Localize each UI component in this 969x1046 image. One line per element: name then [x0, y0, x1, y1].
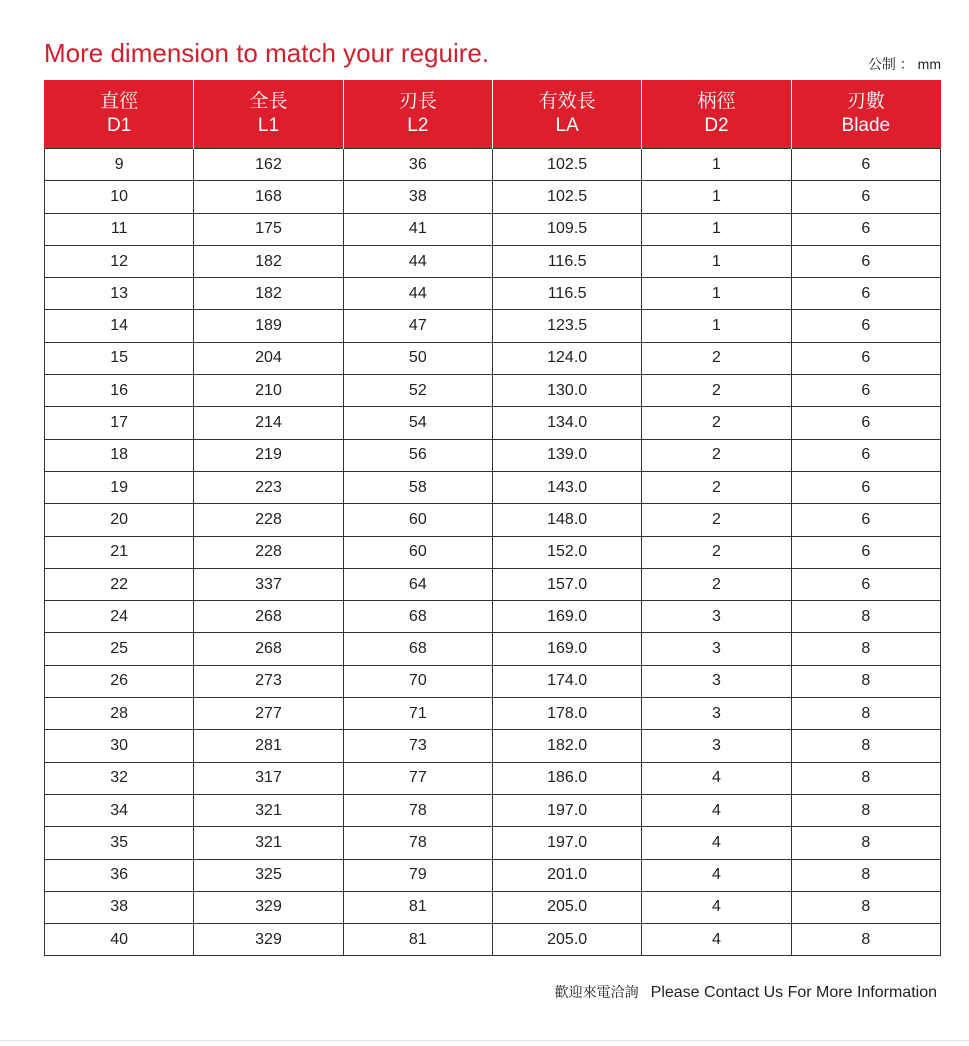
- table-cell: 6: [791, 278, 940, 310]
- table-cell: 8: [791, 794, 940, 826]
- table-cell: 3: [642, 730, 791, 762]
- table-cell: 228: [194, 504, 343, 536]
- table-cell: 273: [194, 665, 343, 697]
- table-row: [45, 698, 941, 730]
- table-cell: 1: [642, 310, 791, 342]
- table-row: [45, 730, 941, 762]
- table-cell: 174.0: [492, 665, 641, 697]
- table-cell: 19: [45, 471, 194, 503]
- table-row: [45, 924, 941, 956]
- table-cell: 3: [642, 601, 791, 633]
- table-cell: 6: [791, 342, 940, 374]
- table-cell: 8: [791, 698, 940, 730]
- table-cell: 6: [791, 310, 940, 342]
- table-cell: 8: [791, 827, 940, 859]
- table-cell: 11: [45, 213, 194, 245]
- table-cell: 60: [343, 536, 492, 568]
- table-cell: 8: [791, 762, 940, 794]
- table-cell: 4: [642, 827, 791, 859]
- table-cell: 182: [194, 245, 343, 277]
- table-cell: 35: [45, 827, 194, 859]
- table-cell: 15: [45, 342, 194, 374]
- table-cell: 81: [343, 891, 492, 923]
- table-cell: 32: [45, 762, 194, 794]
- table-row: [45, 794, 941, 826]
- table-cell: 321: [194, 794, 343, 826]
- table-cell: 3: [642, 698, 791, 730]
- table-cell: 130.0: [492, 375, 641, 407]
- table-cell: 214: [194, 407, 343, 439]
- table-cell: 17: [45, 407, 194, 439]
- table-cell: 30: [45, 730, 194, 762]
- table-cell: 325: [194, 859, 343, 891]
- table-cell: 3: [642, 633, 791, 665]
- table-cell: 204: [194, 342, 343, 374]
- table-cell: 8: [791, 891, 940, 923]
- bottom-divider: [0, 1040, 969, 1041]
- table-cell: 28: [45, 698, 194, 730]
- table-row: [45, 278, 941, 310]
- table-cell: 6: [791, 149, 940, 181]
- table-cell: 44: [343, 245, 492, 277]
- table-cell: 4: [642, 859, 791, 891]
- table-row: [45, 181, 941, 213]
- table-cell: 73: [343, 730, 492, 762]
- table-cell: 337: [194, 568, 343, 600]
- table-cell: 169.0: [492, 601, 641, 633]
- table-cell: 197.0: [492, 827, 641, 859]
- table-cell: 6: [791, 504, 940, 536]
- table-row: [45, 471, 941, 503]
- table-cell: 6: [791, 375, 940, 407]
- table-cell: 4: [642, 794, 791, 826]
- table-cell: 64: [343, 568, 492, 600]
- table-cell: 1: [642, 149, 791, 181]
- page-title: More dimension to match your reguire.: [44, 38, 490, 68]
- table-row: [45, 407, 941, 439]
- table-cell: 8: [791, 633, 940, 665]
- table-cell: 26: [45, 665, 194, 697]
- table-cell: 116.5: [492, 245, 641, 277]
- table-row: [45, 504, 941, 536]
- table-row: [45, 213, 941, 245]
- table-cell: 8: [791, 924, 940, 956]
- table-cell: 8: [791, 665, 940, 697]
- table-row: [45, 439, 941, 471]
- header-l2: 刃長 L2: [343, 80, 492, 149]
- table-cell: 77: [343, 762, 492, 794]
- table-cell: 2: [642, 342, 791, 374]
- table-cell: 139.0: [492, 439, 641, 471]
- table-cell: 228: [194, 536, 343, 568]
- table-cell: 6: [791, 213, 940, 245]
- contact-en: Please Contact Us For More Information: [650, 984, 937, 1001]
- table-cell: 8: [791, 601, 940, 633]
- table-cell: 4: [642, 762, 791, 794]
- table-cell: 317: [194, 762, 343, 794]
- table-cell: 210: [194, 375, 343, 407]
- table-cell: 182.0: [492, 730, 641, 762]
- table-cell: 143.0: [492, 471, 641, 503]
- table-cell: 186.0: [492, 762, 641, 794]
- table-cell: 178.0: [492, 698, 641, 730]
- table-cell: 2: [642, 536, 791, 568]
- table-cell: 169.0: [492, 633, 641, 665]
- table-cell: 277: [194, 698, 343, 730]
- table-cell: 36: [343, 149, 492, 181]
- table-cell: 2: [642, 471, 791, 503]
- table-cell: 78: [343, 827, 492, 859]
- spec-table-header: [45, 80, 941, 149]
- table-cell: 152.0: [492, 536, 641, 568]
- table-cell: 197.0: [492, 794, 641, 826]
- table-row: [45, 375, 941, 407]
- table-cell: 70: [343, 665, 492, 697]
- table-cell: 281: [194, 730, 343, 762]
- contact-zh: 歡迎來電洽詢: [554, 984, 639, 1000]
- table-cell: 6: [791, 181, 940, 213]
- table-cell: 182: [194, 278, 343, 310]
- table-cell: 10: [45, 181, 194, 213]
- table-cell: 123.5: [492, 310, 641, 342]
- table-cell: 47: [343, 310, 492, 342]
- table-cell: 60: [343, 504, 492, 536]
- spec-table: [44, 80, 941, 956]
- header-la: 有效長 LA: [492, 80, 641, 149]
- table-cell: 102.5: [492, 149, 641, 181]
- table-cell: 268: [194, 601, 343, 633]
- table-cell: 68: [343, 633, 492, 665]
- table-row: [45, 762, 941, 794]
- table-cell: 20: [45, 504, 194, 536]
- table-cell: 148.0: [492, 504, 641, 536]
- table-cell: 2: [642, 375, 791, 407]
- table-cell: 1: [642, 278, 791, 310]
- table-row: [45, 601, 941, 633]
- table-cell: 116.5: [492, 278, 641, 310]
- table-cell: 8: [791, 730, 940, 762]
- table-cell: 22: [45, 568, 194, 600]
- table-cell: 219: [194, 439, 343, 471]
- table-row: [45, 859, 941, 891]
- table-row: [45, 827, 941, 859]
- table-cell: 38: [343, 181, 492, 213]
- table-cell: 223: [194, 471, 343, 503]
- table-cell: 175: [194, 213, 343, 245]
- table-cell: 68: [343, 601, 492, 633]
- table-cell: 6: [791, 471, 940, 503]
- header-d1: 直徑 D1: [45, 80, 194, 149]
- table-cell: 9: [45, 149, 194, 181]
- table-cell: 1: [642, 213, 791, 245]
- table-cell: 1: [642, 245, 791, 277]
- table-cell: 41: [343, 213, 492, 245]
- table-cell: 50: [343, 342, 492, 374]
- table-cell: 8: [791, 859, 940, 891]
- header-blade: 刃數 Blade: [791, 80, 940, 149]
- table-cell: 205.0: [492, 891, 641, 923]
- table-cell: 81: [343, 924, 492, 956]
- table-cell: 1: [642, 181, 791, 213]
- table-cell: 24: [45, 601, 194, 633]
- table-cell: 52: [343, 375, 492, 407]
- table-cell: 78: [343, 794, 492, 826]
- table-cell: 2: [642, 439, 791, 471]
- table-cell: 268: [194, 633, 343, 665]
- table-cell: 56: [343, 439, 492, 471]
- table-row: [45, 665, 941, 697]
- table-cell: 321: [194, 827, 343, 859]
- table-cell: 109.5: [492, 213, 641, 245]
- table-cell: 201.0: [492, 859, 641, 891]
- table-row: [45, 342, 941, 374]
- table-cell: 3: [642, 665, 791, 697]
- table-cell: 205.0: [492, 924, 641, 956]
- table-cell: 162: [194, 149, 343, 181]
- table-cell: 14: [45, 310, 194, 342]
- table-row: [45, 245, 941, 277]
- table-cell: 4: [642, 924, 791, 956]
- table-row: [45, 633, 941, 665]
- table-cell: 329: [194, 924, 343, 956]
- header-l1: 全長 L1: [194, 80, 343, 149]
- table-row: [45, 891, 941, 923]
- table-cell: 134.0: [492, 407, 641, 439]
- table-row: [45, 149, 941, 181]
- table-cell: 38: [45, 891, 194, 923]
- table-cell: 6: [791, 439, 940, 471]
- table-cell: 6: [791, 536, 940, 568]
- contact-footer: [555, 982, 937, 1002]
- table-row: [45, 536, 941, 568]
- table-cell: 18: [45, 439, 194, 471]
- table-cell: 102.5: [492, 181, 641, 213]
- table-cell: 40: [45, 924, 194, 956]
- table-row: [45, 568, 941, 600]
- table-cell: 157.0: [492, 568, 641, 600]
- unit-label: 公制 ： mm: [867, 56, 941, 72]
- table-cell: 189: [194, 310, 343, 342]
- table-cell: 79: [343, 859, 492, 891]
- table-cell: 21: [45, 536, 194, 568]
- table-cell: 4: [642, 891, 791, 923]
- table-cell: 58: [343, 471, 492, 503]
- spec-table-body: [45, 149, 941, 956]
- table-cell: 12: [45, 245, 194, 277]
- table-row: [45, 310, 941, 342]
- table-cell: 6: [791, 568, 940, 600]
- header-row: [45, 80, 941, 149]
- table-cell: 2: [642, 504, 791, 536]
- table-cell: 25: [45, 633, 194, 665]
- table-cell: 54: [343, 407, 492, 439]
- table-cell: 6: [791, 407, 940, 439]
- table-cell: 2: [642, 407, 791, 439]
- table-cell: 124.0: [492, 342, 641, 374]
- table-cell: 168: [194, 181, 343, 213]
- table-cell: 44: [343, 278, 492, 310]
- table-cell: 36: [45, 859, 194, 891]
- table-cell: 6: [791, 245, 940, 277]
- table-cell: 329: [194, 891, 343, 923]
- table-cell: 13: [45, 278, 194, 310]
- header-d2: 柄徑 D2: [642, 80, 791, 149]
- table-cell: 2: [642, 568, 791, 600]
- table-cell: 16: [45, 375, 194, 407]
- table-cell: 34: [45, 794, 194, 826]
- table-cell: 71: [343, 698, 492, 730]
